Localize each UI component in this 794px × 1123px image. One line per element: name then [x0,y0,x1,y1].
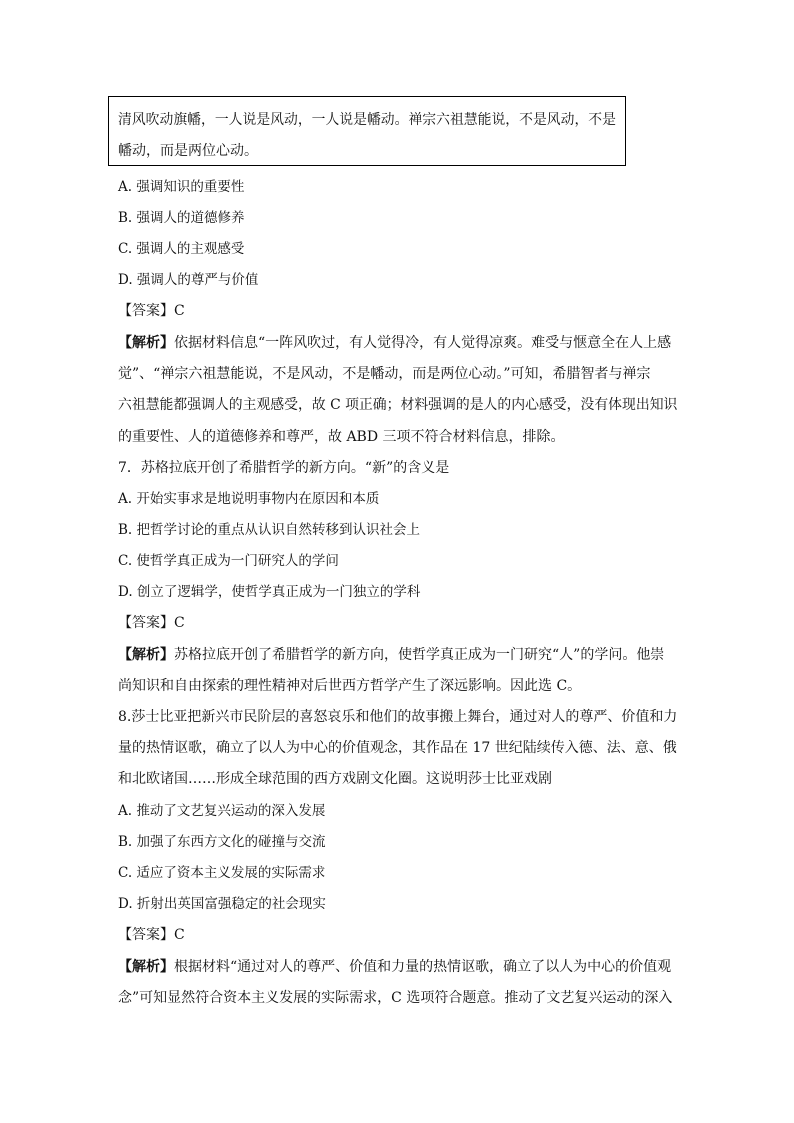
q6-analysis-line [118,333,671,353]
q8-analysis-line: 念”可知显然符合资本主义发展的实际需求，C 选项符合题意。推动了文艺复兴运动的深入 [118,990,673,1006]
q6-analysis-line: 觉”、“禅宗六祖慧能说，不是风动，不是幡动，而是两位心动。”可知，希腊智者与禅宗 [118,366,651,382]
material-line: 幡动，而是两位心动。 [118,143,258,159]
q7-analysis-line: 尚知识和自由探索的理性精神对后世西方哲学产生了深远影响。因此选 C。 [118,678,582,694]
q7-stem: 7．苏格拉底开创了希腊哲学的新方向。“新”的含义是 [118,460,450,476]
material-box [108,96,626,166]
q8-option-d: D. 折射出英国富强稳定的社会现实 [118,896,326,912]
analysis-label: 【解析】 [118,959,174,975]
analysis-text: 依据材料信息“一阵风吹过，有人觉得冷，有人觉得凉爽。难受与惬意全在人上感 [174,335,672,351]
q6-answer: 【答案】C [118,303,185,319]
material-line: 清风吹动旗幡，一人说是风动，一人说是幡动。禅宗六祖慧能说，不是风动，不是 [118,112,616,128]
analysis-label: 【解析】 [118,335,174,351]
q6-analysis-line: 六祖慧能都强调人的主观感受，故 C 项正确；材料强调的是人的内心感受，没有体现出知识 [118,397,678,413]
q7-option-d: D. 创立了逻辑学，使哲学真正成为一门独立的学科 [118,584,421,600]
q8-stem-line: 量的热情讴歌，确立了以人为中心的价值观念，其作品在 17 世纪陆续传入德、法、意、俄 [118,740,677,756]
q7-option-a: A. 开始实事求是地说明事物内在原因和本质 [118,491,380,507]
q7-answer: 【答案】C [118,615,185,631]
q6-option-c: C. 强调人的主观感受 [118,241,245,257]
analysis-text: 根据材料“通过对人的尊严、价值和力量的热情讴歌，确立了以人为中心的价值观 [174,959,672,975]
q6-analysis-line: 的重要性、人的道德修养和尊严，故 ABD 三项不符合材料信息，排除。 [118,429,565,445]
q8-answer: 【答案】C [118,927,185,943]
q8-option-c: C. 适应了资本主义发展的实际需求 [118,865,326,881]
q7-option-b: B. 把哲学讨论的重点从认识自然转移到认识社会上 [118,522,421,538]
q8-option-b: B. 加强了东西方文化的碰撞与交流 [118,834,326,850]
analysis-label: 【解析】 [118,647,174,663]
q7-analysis-line [118,645,664,665]
analysis-text: 苏格拉底开创了希腊哲学的新方向，使哲学真正成为一门研究“人”的学问。他崇 [174,647,665,663]
q6-option-a: A. 强调知识的重要性 [118,179,245,195]
q8-stem-line: 8.莎士比亚把新兴市民阶层的喜怒哀乐和他们的故事搬上舞台，通过对人的尊严、价值和力 [118,709,678,725]
q7-option-c: C. 使哲学真正成为一门研究人的学问 [118,553,339,569]
q8-option-a: A. 推动了文艺复兴运动的深入发展 [118,803,326,819]
q6-option-b: B. 强调人的道德修养 [118,210,245,226]
q8-stem-line: 和北欧诸国……形成全球范围的西方戏剧文化圈。这说明莎士比亚戏剧 [118,771,552,787]
q6-option-d: D. 强调人的尊严与价值 [118,272,259,288]
q8-analysis-line [118,957,671,977]
